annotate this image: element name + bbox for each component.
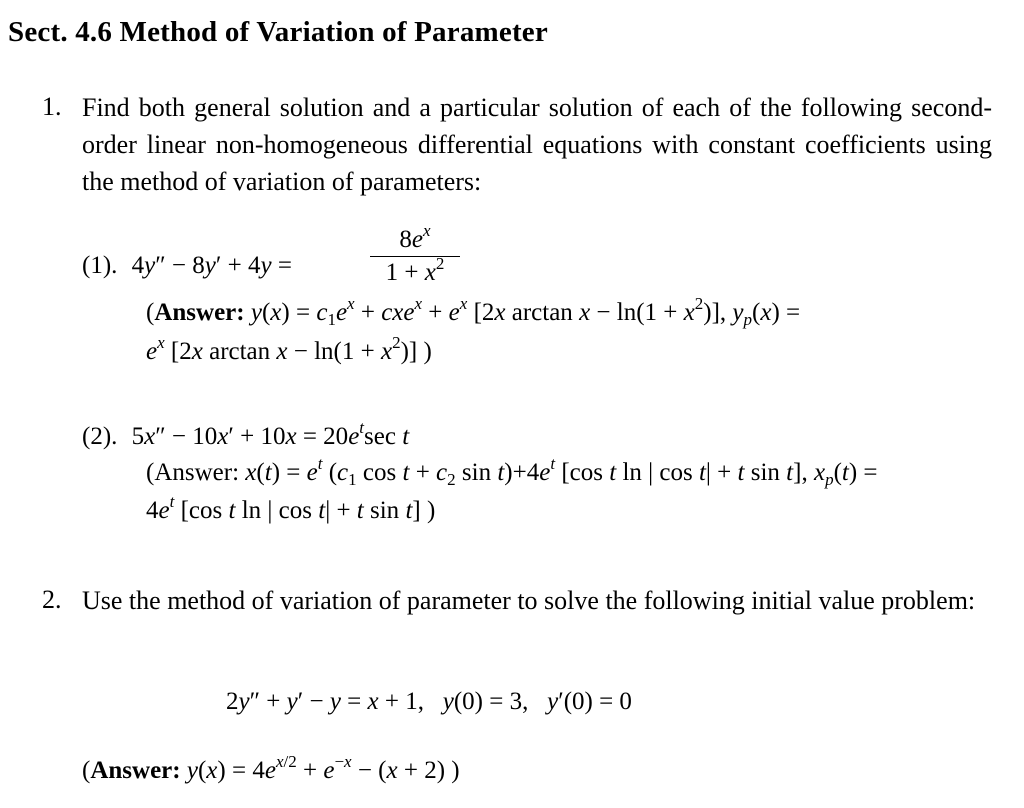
part-1-label: (1). xyxy=(82,252,118,279)
section-title: Sect. 4.6 Method of Variation of Parameter xyxy=(8,16,548,48)
part-2-answer-label: Answer: xyxy=(154,459,240,486)
part-1-answer-line-2: $e^x$ [2x $\arctan x - \ln(1 + x^2)$] ) xyxy=(146,333,432,365)
problem-1-text: Find both general solution and a particular solution of each of the following second-order linear non-homogeneous differential equations with constant coefficients using the method of variation of parameters: xyxy=(82,93,992,196)
part-1-answer-label: Answer: xyxy=(154,299,245,326)
part-2-equation: (2). $5x'' - 10x' + 10x = 20e^t\sec$ t xyxy=(82,418,410,450)
problem-2-answer-label: Answer: xyxy=(90,757,181,784)
part-1-equation: (1). 4y″ − 8y′ + 4y = xyxy=(82,252,292,279)
problem-1-number: 1. xyxy=(42,92,62,121)
part-2-answer-line-1: (Answer: $x(t) = e^t$ ($c_1$ $\cos t + c_2$ $\sin t)+4e^t$ [cos t ln | cos t| + t sin t], $x_p(t)$ = xyxy=(146,454,878,489)
part-1-fraction: $8e^x$ $1 + x^2$ xyxy=(370,226,460,287)
problem-2-equation: 2y″ + y′ − y = x + 1, y(0) = 3, y′(0) = 0 xyxy=(226,688,632,715)
part-2-label: (2). xyxy=(82,423,118,450)
part-2-answer-line-2: $4e^t$ [cos t ln | cos t| + t sin t] ) xyxy=(146,492,436,524)
problem-2-text: Use the method of variation of parameter to solve the following initial value problem: xyxy=(82,586,976,615)
problem-2-number: 2. xyxy=(42,585,62,614)
problem-2-answer: (Answer: $y(x) = 4e^{x/2} + e^{-x} - (x + 2)$ ) xyxy=(82,752,460,784)
part-1-answer-line-1: (Answer: $y(x) = c_1e^x + cxe^x + e^x$ [2x $\arctan x - \ln(1 + x^2)$], $y_p(x)$ = xyxy=(146,294,801,329)
